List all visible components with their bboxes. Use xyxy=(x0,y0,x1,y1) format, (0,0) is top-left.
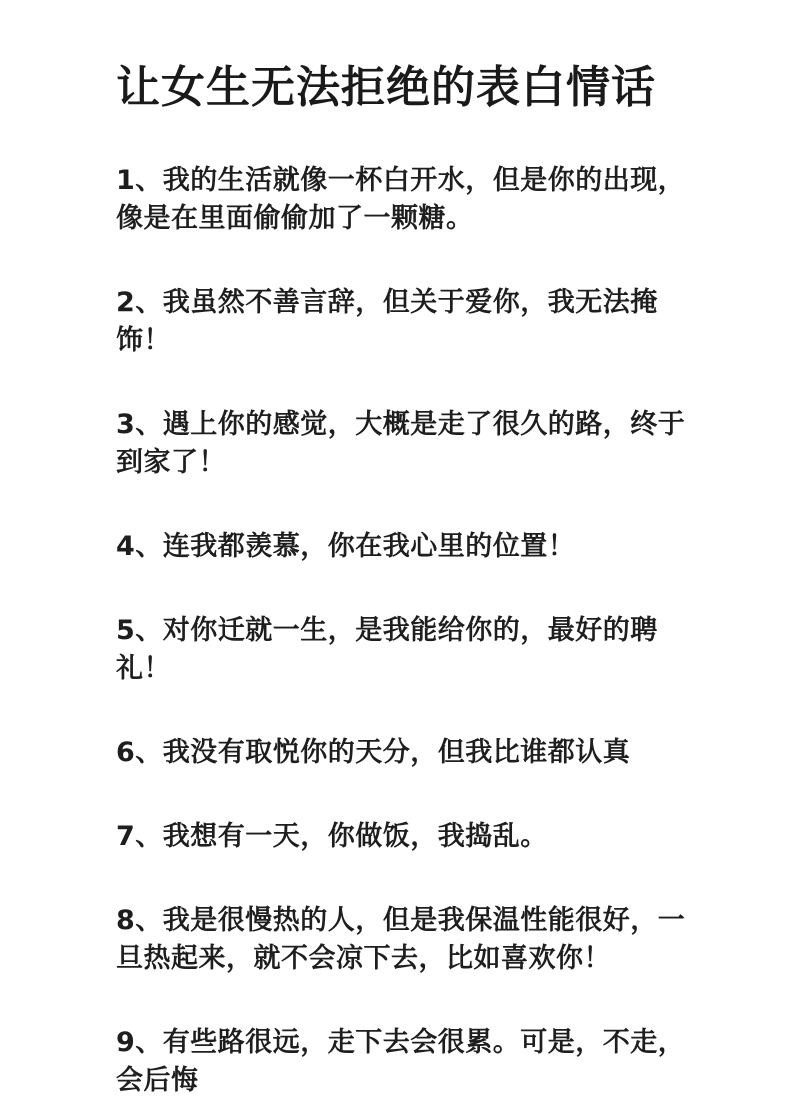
list-item xyxy=(116,406,706,482)
item-line: 2、我虽然不善言辞，但关于爱你，我无法掩 xyxy=(116,287,658,318)
item-line: 礼！ xyxy=(116,653,171,684)
item-line: 9、有些路很远，走下去会很累。可是，不走， xyxy=(116,1027,686,1058)
list-item xyxy=(116,528,706,566)
list-item xyxy=(116,284,706,360)
page-title: 让女生无法拒绝的表白情话 xyxy=(116,62,656,113)
item-line: 7、我想有一天，你做饭，我捣乱。 xyxy=(116,821,548,852)
list-item xyxy=(116,162,706,238)
item-line: 旦热起来，就不会凉下去，比如喜欢你！ xyxy=(116,943,611,974)
item-line: 8、我是很慢热的人，但是我保温性能很好，一 xyxy=(116,905,686,936)
item-line: 5、对你迁就一生，是我能给你的，最好的聘 xyxy=(116,615,658,646)
item-line: 3、遇上你的感觉，大概是走了很久的路，终于 xyxy=(116,409,686,440)
item-line: 像是在里面偷偷加了一颗糖。 xyxy=(116,203,474,234)
list-item xyxy=(116,734,706,772)
list-item xyxy=(116,612,706,688)
item-line: 6、我没有取悦你的天分，但我比谁都认真 xyxy=(116,737,631,768)
list-item xyxy=(116,902,706,978)
item-line: 饰！ xyxy=(116,325,171,356)
list-item xyxy=(116,1024,706,1100)
list-item xyxy=(116,818,706,856)
item-line: 4、连我都羡慕，你在我心里的位置！ xyxy=(116,531,576,562)
love-quotes-list xyxy=(116,162,720,1100)
item-line: 1、我的生活就像一杯白开水，但是你的出现， xyxy=(116,165,686,196)
item-line: 到家了！ xyxy=(116,447,226,478)
item-line: 会后悔 xyxy=(116,1065,199,1096)
